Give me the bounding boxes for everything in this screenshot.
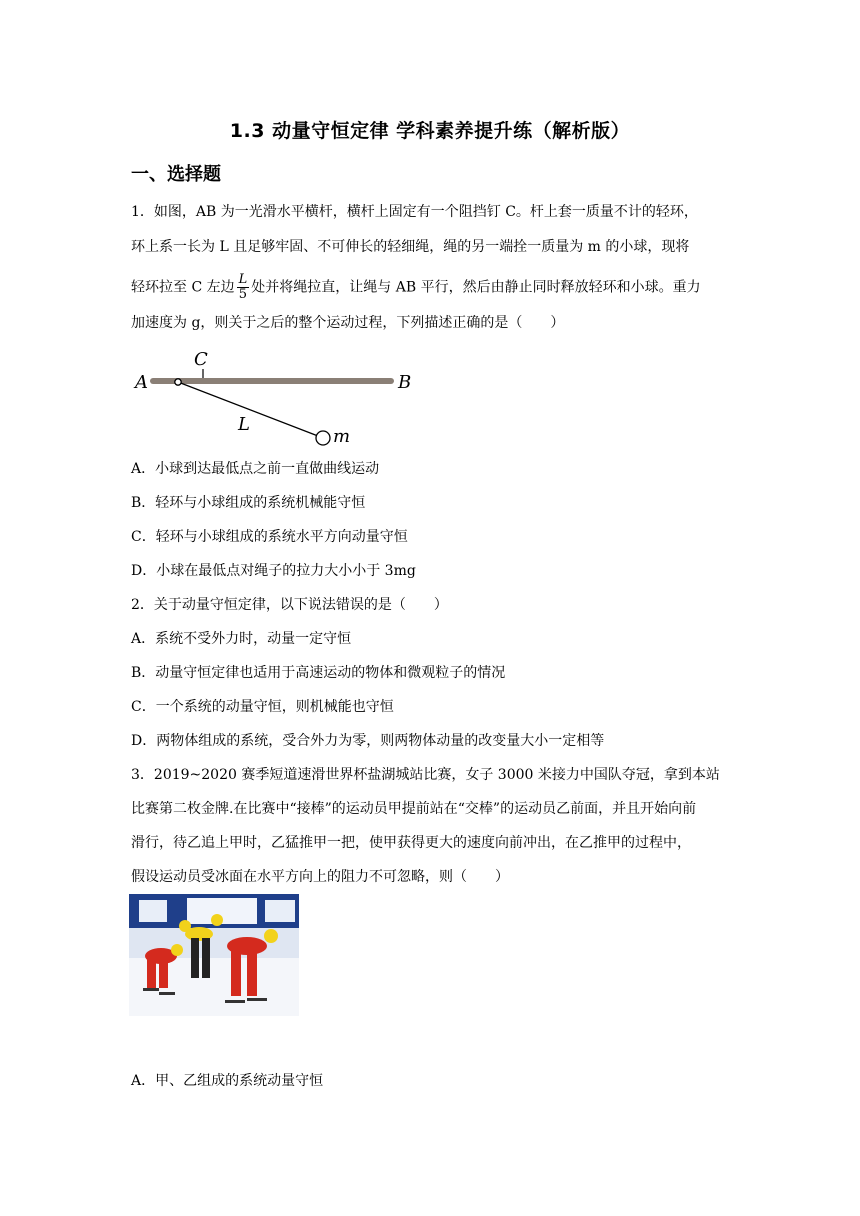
label-a: A <box>135 372 148 393</box>
q3-stem-line-2: 比赛第二枚金牌.在比赛中“接棒”的运动员甲提前站在“交棒”的运动员乙前面，并且开始向前 <box>131 801 697 817</box>
q3-stem-line-1: 3．2019~2020 赛季短道速滑世界杯盐湖城站比赛，女子 3000 米接力中国队夺冠，拿到本站 <box>131 767 720 783</box>
ball-m <box>316 431 330 445</box>
q1-option-d: D．小球在最低点对绳子的拉力大小小于 3mg <box>131 563 416 579</box>
q1-stem-line-2: 环上系一长为 L 且足够牢固、不可伸长的轻细绳，绳的另一端拴一质量为 m 的小球，现将 <box>131 239 690 255</box>
ring-icon <box>175 379 181 385</box>
document-title: 1.3 动量守恒定律 学科素养提升练（解析版） <box>229 120 631 142</box>
q1-option-a: A．小球到达最低点之前一直做曲线运动 <box>131 461 380 477</box>
q2-option-c: C．一个系统的动量守恒，则机械能也守恒 <box>131 699 394 715</box>
speed-skating-photo <box>129 894 299 1016</box>
q3-stem-line-4: 假设运动员受冰面在水平方向上的阻力不可忽略，则（ ） <box>131 869 509 885</box>
q3-option-a: A．甲、乙组成的系统动量守恒 <box>131 1073 324 1089</box>
q1-stem-line-3-start: 轻环拉至 C 左边 <box>131 279 235 296</box>
label-m: m <box>333 426 351 447</box>
q1-stem-line-1: 1．如图，AB 为一光滑水平横杆，横杆上固定有一个阻挡钉 C。杆上套一质量不计的轻环， <box>131 204 698 220</box>
rod-pendulum-figure <box>130 344 420 448</box>
q2-stem: 2．关于动量守恒定律，以下说法错误的是（ ） <box>131 597 448 613</box>
label-c: C <box>194 349 208 370</box>
q1-stem-line-3-end: 处并将绳拉直，让绳与 AB 平行，然后由静止同时释放轻环和小球。重力 <box>251 279 701 296</box>
fraction-l-over-5 <box>237 273 250 302</box>
fraction-denominator: 5 <box>238 287 248 302</box>
q2-option-a: A．系统不受外力时，动量一定守恒 <box>131 631 352 647</box>
q1-option-c: C．轻环与小球组成的系统水平方向动量守恒 <box>131 529 408 545</box>
section-heading: 一、选择题 <box>131 164 221 185</box>
fraction-numerator: L <box>238 272 248 287</box>
label-l: L <box>238 414 250 435</box>
q1-stem-line-3 <box>131 273 701 302</box>
label-b: B <box>398 372 412 393</box>
q3-stem-line-3: 滑行，待乙追上甲时，乙猛推甲一把，使甲获得更大的速度向前冲出，在乙推甲的过程中， <box>131 835 691 851</box>
q1-stem-line-4: 加速度为 g，则关于之后的整个运动过程，下列描述正确的是（ ） <box>131 315 565 331</box>
q2-option-b: B．动量守恒定律也适用于高速运动的物体和微观粒子的情况 <box>131 665 506 681</box>
rod-ab <box>150 378 394 384</box>
q1-option-b: B．轻环与小球组成的系统机械能守恒 <box>131 495 366 511</box>
q2-option-d: D．两物体组成的系统，受合外力为零，则两物体动量的改变量大小一定相等 <box>131 733 605 749</box>
